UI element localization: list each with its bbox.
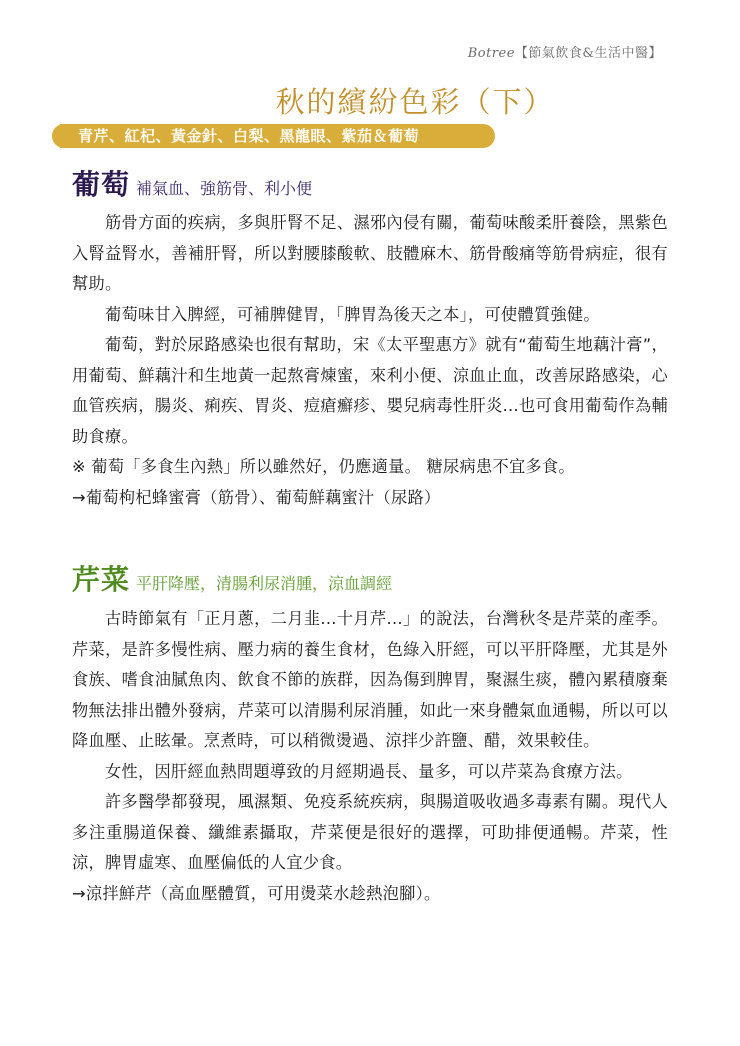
- caution-note: ※ 葡萄「多食生內熱」所以雖然好，仍應適量。 糖尿病患不宜多食。: [72, 457, 575, 476]
- brand-name: Botree: [467, 46, 515, 61]
- section-subtitle: 平肝降壓，清腸利尿消腫，涼血調經: [136, 574, 393, 593]
- section-heading: [72, 558, 668, 598]
- page-title: 秋的繽紛色彩（下）: [275, 85, 555, 119]
- section-celery-heading: [72, 558, 668, 598]
- paragraph: 葡萄，對於尿路感染也很有幫助，宋《太平聖惠方》就有“葡萄生地藕汁膏”，用葡萄、鮮藕汁和生地黃一起熬膏煉蜜，來利小便、涼血止血，改善尿路感染，心血管疾病，腸炎、痢疾、胃炎、痘瘡癬疹、嬰兒病毒性肝炎...也可食用葡萄作為輔助食療。: [72, 335, 668, 446]
- section-grape-body: [72, 208, 668, 513]
- section-heading: [72, 163, 668, 203]
- paragraph: 許多醫學都發現，風濕類、免疫系統疾病，與腸道吸收過多毒素有關。現代人多注重腸道保養、纖維素攝取，芹菜便是很好的選擇，可助排便通暢。芹菜，性涼，脾胃虛寒、血壓偏低的人宜少食。: [72, 792, 668, 872]
- paragraph: 筋骨方面的疾病，多與肝腎不足、濕邪內侵有關，葡萄味酸柔肝養陰，黑紫色入腎益腎水，善補肝腎，所以對腰膝酸軟、肢體麻木、筋骨酸痛等筋骨病症，很有幫助。: [72, 213, 668, 293]
- section-grape-heading: [72, 163, 668, 203]
- paragraph: 古時節氣有「正月蔥，二月韭...十月芹...」的說法，台灣秋冬是芹菜的產季。芹菜，是許多慢性病、壓力病的養生食材，色綠入肝經，可以平肝降壓，尤其是外食族、嗜食油膩魚肉、飲食不節的族群，因為傷到脾胃，聚濕生痰，體內累積廢棄物無法排出體外發病，芹菜可以清腸利尿消腫，如此一來身體氣血通暢，所以可以降血壓、止眩暈。烹煮時，可以稍微燙過、涼拌少許鹽、醋，效果較佳。: [72, 609, 668, 750]
- running-header: [468, 42, 662, 61]
- paragraph: 女性，因肝經血熱問題導致的月經期過長、量多，可以芹菜為食療方法。: [105, 761, 633, 781]
- section-name: 芹菜: [72, 563, 131, 596]
- recipe-list: →涼拌鮮芹（高血壓體質，可用燙菜水趁熱泡腳）。: [72, 883, 441, 903]
- series-title: 【節氣飲食&生活中醫】: [514, 46, 662, 61]
- section-name: 葡萄: [72, 168, 131, 201]
- ingredients-banner: 青芹、紅杞、黃金針、白梨、黑龍眼、紫茄＆葡萄: [60, 124, 495, 148]
- recipe-list: →葡萄枸杞蜂蜜膏（筋骨）、葡萄鮮藕蜜汁（尿路）: [72, 487, 441, 507]
- paragraph: 葡萄味甘入脾經，可補脾健胃，「脾胃為後天之本」，可使體質強健。: [105, 304, 600, 324]
- section-celery-body: [72, 604, 668, 909]
- section-subtitle: 補氣血、強筋骨、利小便: [136, 179, 313, 198]
